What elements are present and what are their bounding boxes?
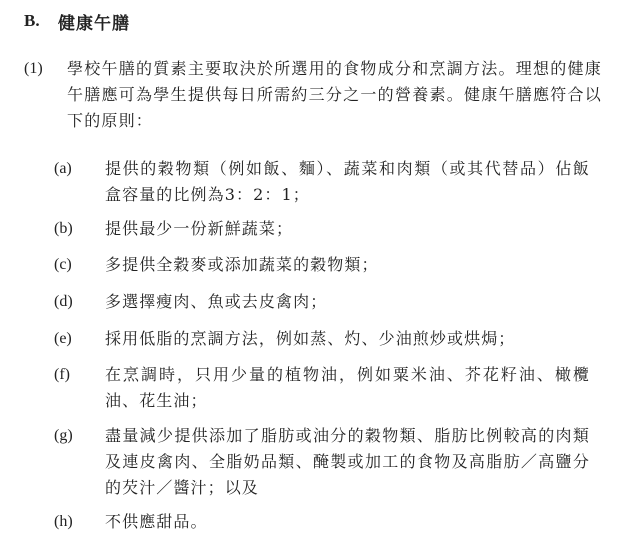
item-text: 提供的穀物類（例如飯、麵）、蔬菜和肉類（或其代替品）佔飯盒容量的比例為3：2：1； <box>105 159 590 204</box>
section-letter: B. <box>24 11 40 30</box>
item-label: (g) <box>54 427 73 444</box>
item-label: (d) <box>54 293 73 310</box>
item-text: 在烹調時，只用少量的植物油，例如粟米油、芥花籽油、橄欖油、花生油； <box>105 365 590 410</box>
paragraph-text: 學校午膳的質素主要取決於所選用的食物成分和烹調方法。理想的健康午膳應可為學生提供每日所需約三分之一的營養素。健康午膳應符合以下的原則： <box>67 59 602 130</box>
item-text: 多提供全穀麥或添加蔬菜的穀物類； <box>105 255 379 274</box>
section-heading <box>24 6 130 36</box>
item-text: 提供最少一份新鮮蔬菜； <box>105 219 294 238</box>
item-text: 盡量減少提供添加了脂肪或油分的穀物類、脂肪比例較高的肉類及連皮禽肉、全脂奶品類、醃製或加工的食物及高脂肪／高鹽分的芡汁／醬汁；以及 <box>105 426 590 497</box>
paragraph-number: (1) <box>24 60 43 77</box>
item-label: (e) <box>54 330 72 347</box>
item-text: 不供應甜品。 <box>105 512 208 531</box>
section-title: 健康午膳 <box>58 13 130 34</box>
item-label: (c) <box>54 256 72 273</box>
item-label: (h) <box>54 513 73 530</box>
item-text: 多選擇瘦肉、魚或去皮禽肉； <box>105 292 328 311</box>
item-label: (a) <box>54 160 72 177</box>
item-label: (f) <box>54 366 70 383</box>
item-text: 採用低脂的烹調方法，例如蒸、灼、少油煎炒或烘焗； <box>105 329 516 348</box>
item-label: (b) <box>54 220 73 237</box>
